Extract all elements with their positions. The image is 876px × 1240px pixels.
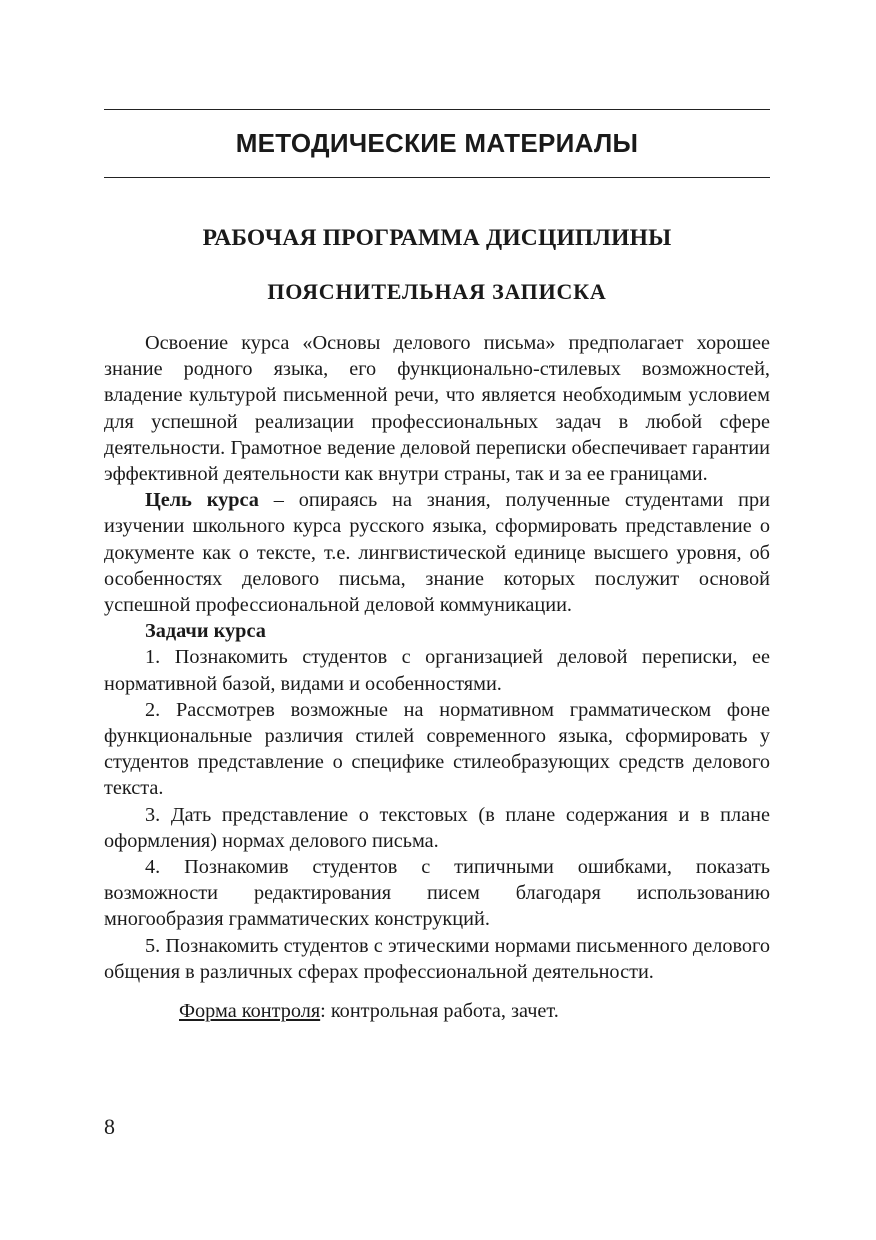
top-rule (104, 109, 770, 110)
task-item-4: 4. Познакомив студентов с типичными ошибками, показать возможности редактирования писем благодаря использованию многообразия грамматических конструкций. (104, 856, 770, 931)
control-form-label: Форма контроля (179, 1000, 321, 1023)
control-form-text: : контрольная работа, зачет. (320, 1000, 559, 1023)
task-item-5: 5. Познакомить студентов с этическими нормами письменного делового общения в различных сферах профессиональной деятельности. (104, 934, 770, 983)
bottom-rule (104, 177, 770, 178)
task-item-3: 3. Дать представление о текстовых (в плане содержания и в плане оформления) нормах делового письма. (104, 803, 770, 852)
explanatory-note-title: ПОЯСНИТЕЛЬНАЯ ЗАПИСКА (267, 279, 607, 304)
intro-paragraph: Освоение курса «Основы делового письма» предполагает хорошее знание родного языка, его функционально-стилевых возможностей, владение культурой письменной речи, что является необходимым условием для успешной реализации профессиональных задач в любой сфере деятельности. Грамотное ведение деловой переписки обеспечивает гарантии эффективной деятельности как внутри страны, так и за ее границами. (104, 332, 770, 486)
goal-paragraph (104, 487, 770, 618)
section-title: МЕТОДИЧЕСКИЕ МАТЕРИАЛЫ (235, 128, 639, 158)
body-text (104, 330, 770, 1024)
control-form-line (104, 998, 770, 1024)
goal-label: Цель курса (145, 489, 259, 512)
tasks-heading: Задачи курса (145, 620, 266, 643)
program-title: РАБОЧАЯ ПРОГРАММА ДИСЦИПЛИНЫ (202, 225, 672, 251)
task-item-2: 2. Рассмотрев возможные на нормативном грамматическом фоне функциональные различия стилей современного языка, сформировать у студентов представление о специфике стилеобразующих средств делового текста. (104, 698, 770, 800)
page-number: 8 (104, 1114, 115, 1139)
goal-text: – опираясь на знания, полученные студентами при изучении школьного курса русского языка, сформировать представление о документе как о тексте, т.е. лингвистической единице высшего уровня, об особенностях делового письма, знание которых послужит основой успешной профессиональной деловой коммуникации. (104, 489, 770, 617)
task-item-1: 1. Познакомить студентов с организацией деловой переписки, ее нормативной базой, видами и особенностями. (104, 646, 770, 695)
